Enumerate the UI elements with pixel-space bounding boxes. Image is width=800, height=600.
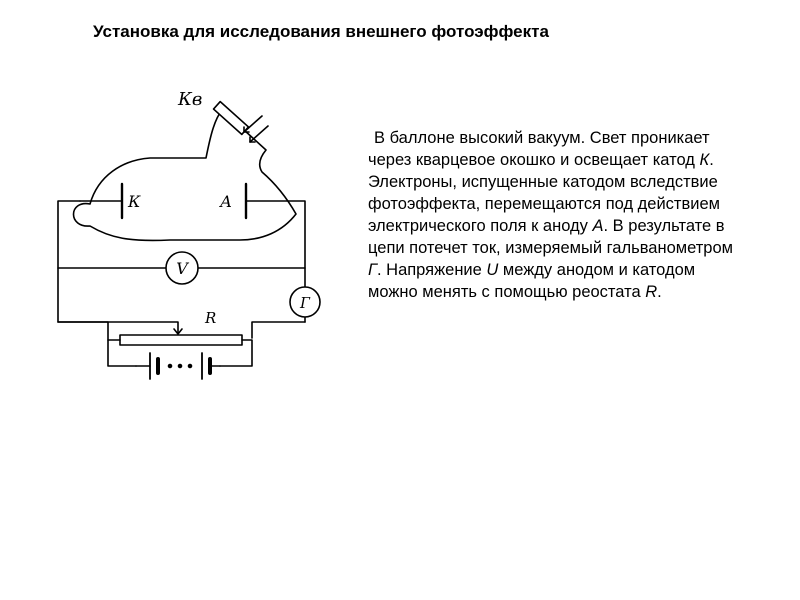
desc-part-6: . bbox=[657, 283, 662, 301]
photoeffect-circuit-diagram bbox=[40, 80, 360, 390]
desc-symbol-voltage: U bbox=[486, 261, 499, 279]
desc-part-5: между анодом и катодом можно менять с помощью реостата bbox=[368, 261, 696, 301]
desc-part-1: В баллоне высокий вакуум. Свет проникает через кварцевое окошко и освещает катод bbox=[368, 129, 710, 169]
battery bbox=[136, 353, 220, 379]
desc-part-3: . В результате в цепи потечет ток, измеряемый гальванометром bbox=[368, 217, 733, 257]
description-paragraph bbox=[368, 127, 748, 303]
desc-part-4: . Напряжение bbox=[376, 261, 487, 279]
description-text bbox=[368, 127, 748, 303]
desc-symbol-anode: А bbox=[592, 217, 604, 235]
desc-symbol-cathode: К bbox=[699, 151, 710, 169]
slide-title: Установка для исследования внешнего фотоэффекта bbox=[93, 22, 549, 41]
label-cathode: К bbox=[128, 192, 141, 211]
desc-symbol-rheostat: R bbox=[645, 283, 658, 301]
rheostat bbox=[120, 335, 242, 345]
label-anode: А bbox=[220, 192, 233, 211]
rheostat-slider bbox=[58, 322, 178, 333]
label-galvanometer: Г bbox=[300, 294, 310, 312]
light-arrows bbox=[244, 116, 268, 142]
left-wire bbox=[58, 201, 108, 340]
desc-symbol-galvanometer: Г bbox=[368, 261, 377, 279]
desc-part-2: . Электроны, испущенные катодом вследствие фотоэффекта, перемещаются под действием электрического поля к аноду bbox=[368, 151, 720, 235]
vacuum-bulb bbox=[74, 110, 297, 240]
label-quartz-window: Кв bbox=[178, 89, 203, 110]
label-voltmeter: V bbox=[176, 259, 188, 278]
label-rheostat: R bbox=[205, 309, 217, 327]
